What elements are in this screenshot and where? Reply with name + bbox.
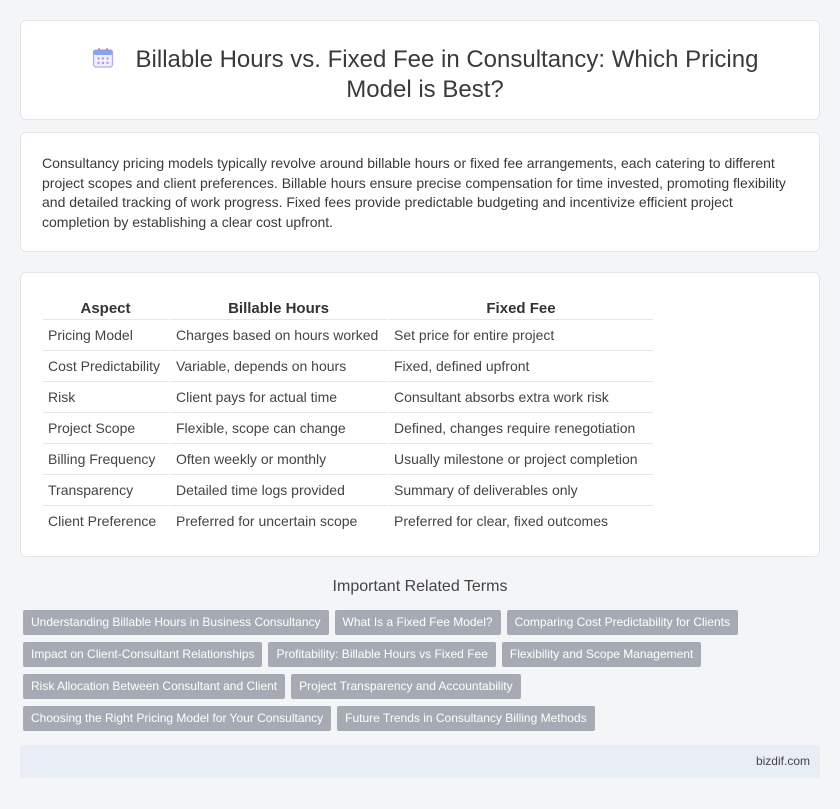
- cell-aspect: Cost Predictability: [43, 350, 171, 381]
- cell-fixed-fee: Summary of deliverables only: [389, 474, 653, 505]
- table-row: [43, 412, 653, 443]
- cell-billable-hours: Often weekly or monthly: [171, 443, 389, 474]
- table-row: [43, 350, 653, 381]
- footer-site-link[interactable]: bizdif.com: [755, 754, 810, 768]
- cell-fixed-fee: Defined, changes require renegotiation: [389, 412, 653, 443]
- cell-billable-hours: Detailed time logs provided: [171, 474, 389, 505]
- related-term-link[interactable]: Comparing Cost Predictability for Clients: [507, 610, 738, 635]
- footer: [20, 745, 820, 778]
- cell-aspect: Risk: [43, 381, 171, 412]
- intro-paragraph: Consultancy pricing models typically revolve around billable hours or fixed fee arrangements, each catering to different project scopes and client preferences. Billable hours ensure precise compensation for time invested, promoting flexibility and detailed tracking of work progress. Fixed fees provide predictable budgeting and incentivize efficient project completion by establishing a clear cost upfront.: [42, 155, 786, 230]
- related-term-link[interactable]: Future Trends in Consultancy Billing Methods: [337, 706, 594, 731]
- comparison-table: [43, 295, 653, 536]
- related-term-link[interactable]: Risk Allocation Between Consultant and Client: [23, 674, 285, 699]
- header-aspect: Aspect: [43, 295, 171, 319]
- table-row: [43, 381, 653, 412]
- cell-aspect: Transparency: [43, 474, 171, 505]
- cell-fixed-fee: Preferred for clear, fixed outcomes: [389, 505, 653, 536]
- tag-row: [23, 610, 803, 642]
- cell-aspect: Billing Frequency: [43, 443, 171, 474]
- comparison-card: [20, 272, 820, 557]
- cell-aspect: Client Preference: [43, 505, 171, 536]
- related-term-link[interactable]: What Is a Fixed Fee Model?: [335, 610, 501, 635]
- calendar-icon: [92, 47, 114, 69]
- title-card: [20, 20, 820, 120]
- page-title-text: Billable Hours vs. Fixed Fee in Consultancy: Which Pricing Model is Best?: [135, 46, 759, 103]
- cell-fixed-fee: Usually milestone or project completion: [389, 443, 653, 474]
- cell-billable-hours: Client pays for actual time: [171, 381, 389, 412]
- header-billable-hours: Billable Hours: [171, 295, 389, 319]
- table-row: [43, 443, 653, 474]
- cell-billable-hours: Flexible, scope can change: [171, 412, 389, 443]
- cell-billable-hours: Variable, depends on hours: [171, 350, 389, 381]
- tag-row: [23, 642, 803, 674]
- related-term-link[interactable]: Flexibility and Scope Management: [502, 642, 701, 667]
- cell-aspect: Project Scope: [43, 412, 171, 443]
- table-row: [43, 505, 653, 536]
- intro-card: [20, 132, 820, 252]
- cell-fixed-fee: Consultant absorbs extra work risk: [389, 381, 653, 412]
- related-term-link[interactable]: Understanding Billable Hours in Business Consultancy: [23, 610, 329, 635]
- tag-row: [23, 674, 803, 706]
- table-row: [43, 474, 653, 505]
- cell-fixed-fee: Fixed, defined upfront: [389, 350, 653, 381]
- related-terms-heading: Important Related Terms: [332, 578, 508, 595]
- table-header-row: [43, 295, 653, 319]
- related-term-link[interactable]: Profitability: Billable Hours vs Fixed Fee: [268, 642, 495, 667]
- table-row: [43, 319, 653, 350]
- cell-fixed-fee: Set price for entire project: [389, 319, 653, 350]
- cell-billable-hours: Charges based on hours worked: [171, 319, 389, 350]
- header-fixed-fee: Fixed Fee: [486, 299, 556, 317]
- page-title: [61, 45, 789, 105]
- related-terms-list: [23, 610, 803, 738]
- related-term-link[interactable]: Choosing the Right Pricing Model for Your Consultancy: [23, 706, 331, 731]
- cell-aspect: Pricing Model: [43, 319, 171, 350]
- related-term-link[interactable]: Project Transparency and Accountability: [291, 674, 520, 699]
- related-term-link[interactable]: Impact on Client-Consultant Relationships: [23, 642, 262, 667]
- tag-row: [23, 706, 803, 738]
- cell-billable-hours: Preferred for uncertain scope: [171, 505, 389, 536]
